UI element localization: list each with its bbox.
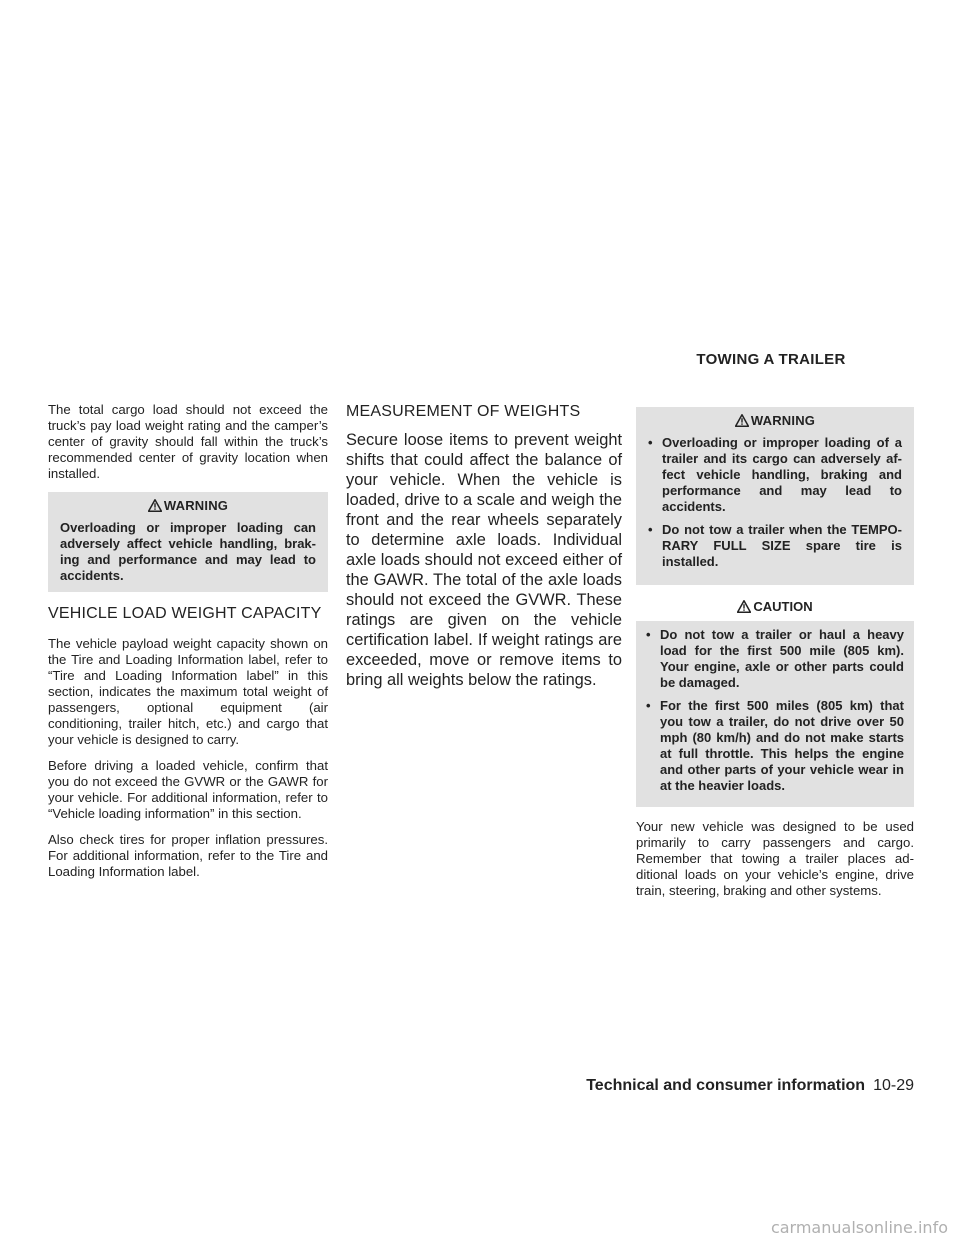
list-item: • Do not tow a trailer when the TEMPORARY FULL SIZE spare tire is installed. — [648, 522, 902, 570]
list-item: • For the first 500 miles (805 km) that you tow a trailer, do not drive over 50 mph (80 km/h) and do not make starts at full throttle. This helps the engine and other parts of your vehicle wear in at the heavier loads. — [646, 698, 904, 794]
warning-header — [648, 411, 902, 431]
caution-box — [636, 621, 914, 807]
paragraph: The vehicle payload weight capacity shown on the Tire and Loading Information label, refer to “Tire and Loading Information label” in this section, indicates the maximum total weight of passengers, optional equipment (air conditioning, trailer hitch, etc.) and cargo that your vehicle is designed to carry. — [48, 636, 328, 747]
caution-label: CAUTION — [753, 599, 813, 614]
warning-box — [48, 492, 328, 592]
warning-header — [60, 496, 316, 516]
paragraph: Also check tires for proper inflation pressures. For additional information, refer to the Tire and Loading Information label. — [48, 832, 328, 879]
column-middle — [346, 402, 622, 700]
page-footer — [586, 1075, 914, 1097]
caution-list — [646, 627, 904, 794]
section-title: TOWING A TRAILER — [696, 351, 846, 368]
section-heading-measurement: MEASUREMENT OF WEIGHTS — [346, 403, 581, 420]
warning-label: WARNING — [750, 413, 816, 428]
column-right — [636, 407, 914, 909]
paragraph: Secure loose items to prevent weight shifts that could affect the balance of your vehicle. When the vehicle is loaded, drive to a scale and weigh the front and the rear wheels separately to determine axle loads. Individual axle loads should not exceed either of the GAWR. The total of the axle loads should not exceed the GVWR. These ratings are given on the vehicle certification label. If weight ratings are exceeded, move or remove items to bring all weights below the ratings. — [346, 431, 622, 689]
paragraph: Your new vehicle was designed to be used primarily to carry passengers and cargo. Remember that towing a trailer places additional loads on your vehicle’s engine, drive train, steering, braking and other systems. — [636, 819, 914, 898]
warning-icon — [148, 499, 162, 512]
warning-list — [648, 435, 902, 570]
warning-icon — [735, 414, 749, 427]
list-item: • Overloading or improper loading of a trailer and its cargo can adversely affect vehicle handling, braking and performance and may lead to accidents. — [648, 435, 902, 515]
section-heading-load-capacity: VEHICLE LOAD WEIGHT CAPACITY — [48, 605, 322, 622]
intro-paragraph: The total cargo load should not exceed the truck’s pay load weight rating and the camper’s center of gravity should fall within the truck’s recommended center of gravity location when installed. — [48, 402, 328, 481]
footer-chapter: Technical and consumer information — [586, 1077, 866, 1094]
watermark: carmanualsonline.info — [770, 1218, 948, 1237]
warning-box — [636, 407, 914, 585]
paragraph: Before driving a loaded vehicle, confirm that you do not exceed the GVWR or the GAWR for your vehicle. For additional information, refer to “Vehicle loading information” in this section. — [48, 758, 328, 821]
warning-text: Overloading or improper loading can adversely affect vehicle handling, braking and performance and may lead to accidents. — [60, 520, 316, 583]
page-number: 10-29 — [873, 1077, 914, 1094]
warning-label: WARNING — [163, 498, 229, 513]
column-left — [48, 402, 328, 890]
list-item: • Do not tow a trailer or haul a heavy load for the first 500 mile (805 km). Your engine, axle or other parts could be damaged. — [646, 627, 904, 691]
caution-icon — [737, 600, 751, 613]
caution-header — [636, 597, 914, 617]
